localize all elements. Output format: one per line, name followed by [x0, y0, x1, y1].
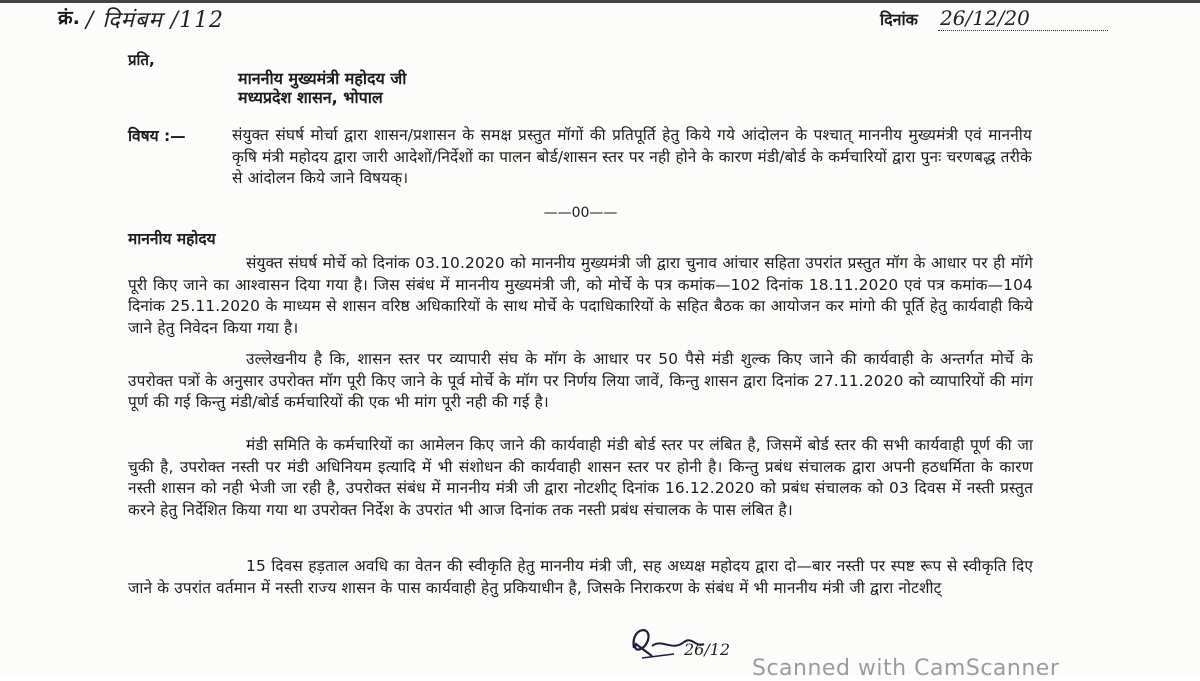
recipient-line-2: मध्यप्रदेश शासन, भोपाल — [238, 88, 383, 107]
body-paragraph-2: उल्लेखनीय है कि, शासन स्तर पर व्यापारी संघ के मॉग के आधार पर 50 पैसे मंडी शुल्क किए जाने की कार्यवाही के अन्तर्गत मोर्चे के उपरोक्त पत्रों के अनुसार उपरोक्त मॉग पूरी किए जाने के पूर्व मोर्चे के मॉग पर निर्णय लिया जावें, किन्तु शासन द्वारा दिनांक 27.11.2020 को व्यापारियों की मांग पूर्ण की गई किन्तु मंडी/बोर्ड कर्मचारियों की एक भी मांग पूरी नही की गई है। — [128, 350, 1033, 411]
separator: ——00—— — [543, 205, 618, 221]
date-dotted-line — [938, 30, 1108, 31]
subject-text: संयुक्त संघर्ष मोर्चा द्वारा शासन/प्रशासन के समक्ष प्रस्तुत मॉगों की प्रतिपूर्ति हेतु किये गये आंदोलन के पश्चात् माननीय मुख्यमंत्री एवं माननीय कृषि मंत्री महोदय द्वारा जारी आदेशों/निर्देशों का पालन बोर्ड/शासन स्तर पर नही होने के कारण मंडी/बोर्ड के कर्मचारियों द्वारा पुनः चरणबद्ध तरीके से आंदोलन किये जाने विषयक्। — [232, 126, 1032, 187]
salutation: माननीय महोदय — [128, 230, 216, 248]
body-paragraph-1: संयुक्त संघर्ष मोर्चे को दिनांक 03.10.2020 को माननीय मुख्यमंत्री जी द्वारा चुनाव आंचार सहिता उपरांत प्रस्तुत मॉग के आधार पर ही मॉगे पूरी किए जाने का आश्वासन दिया गया है। जिस संबंध में माननीय मुख्यमंत्री जी, को मोर्चे के पत्र कमांक—102 दिनांक 18.11.2020 एवं पत्र कमांक—104 दिनांक 25.11.2020 के माध्यम से शासन वरिष्ठ अधिकारियों के साथ मोर्चे के पदाधिकारियों के सहित बैठक का आयोजन कर मांगो की पूर्ति हेतु कार्यवाही किये जाने हेतु निवेदन किया गया है। — [128, 254, 1033, 337]
body-paragraph-4: 15 दिवस हड़ताल अवधि का वेतन की स्वीकृति हेतु माननीय मंत्री जी, सह अध्यक्ष महोदय द्वारा दो—बार नस्ती पर स्पष्ट रूप से स्वीकृति दिए जाने के उपरांत वर्तमान में नस्ती राज्य शासन के पास कार्यवाही हेतु प्रकियाधीन है, जिसके निराकरण के संबंध में भी माननीय मंत्री जी द्वारा नोटशीट् — [128, 557, 1033, 597]
top-border-line — [0, 0, 1200, 3]
reference-prefix: क्रं. — [58, 7, 80, 29]
recipient-line-1: माननीय मुख्यमंत्री महोदय जी — [238, 69, 407, 88]
subject-label: विषय :— — [128, 127, 186, 145]
scanner-watermark: Scanned with CamScanner — [752, 656, 1060, 681]
date-label: दिनांक — [880, 10, 918, 29]
body-paragraph-3: मंडी समिति के कर्मचारियों का आमेलन किए जाने की कार्यवाही मंडी बोर्ड स्तर पर लंबित है, जिसमें बोर्ड स्तर की सभी कार्यवाही पूर्ण की जा चुकी है, उपरोक्त नस्ती पर मंडी अधिनियम इत्यादि में भी संशोधन की कार्यवाही शासन स्तर पर होनी है। किन्तु प्रबंध संचालक द्वारा अपनी हठधर्मिता के कारण नस्ती शासन को नही भेजी जा रही है, उपरोक्त संबंध में माननीय मंत्री जी द्वारा नोटशीट् दिनांक 16.12.2020 को प्रबंध संचालक को 03 दिवस में नस्ती प्रस्तुत करने हेतु निर्देशित किया गया था उपरोक्त निर्देश के उपरांत भी आज दिनांक तक नस्ती प्रबंध संचालक के पास लंबित है। — [128, 436, 1033, 519]
date-value: 26/12/20 — [940, 6, 1030, 30]
reference-number: / दिमंबम /112 — [86, 8, 225, 33]
recipient-prefix: प्रति, — [128, 51, 155, 69]
signature-date: 26/12 — [684, 640, 731, 659]
